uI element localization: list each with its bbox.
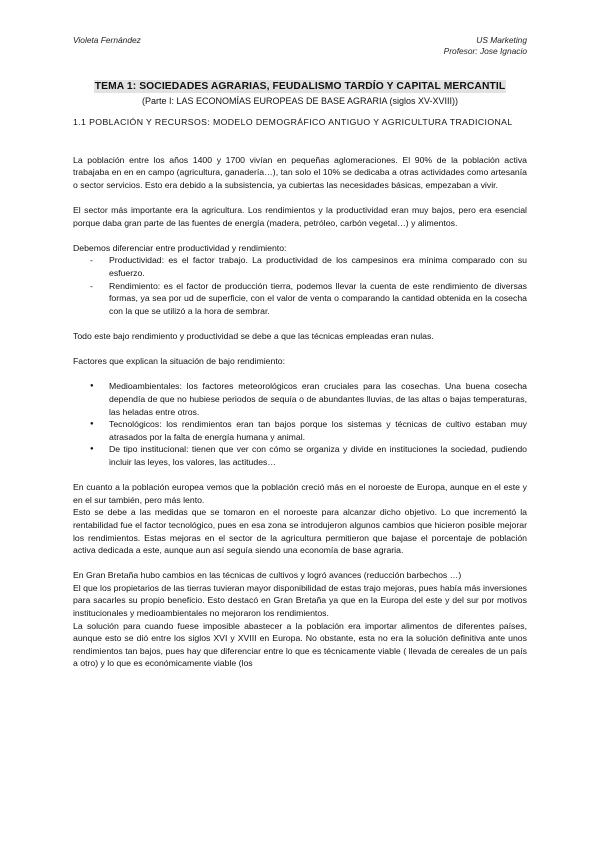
paragraph: Debemos diferenciar entre productividad y rendimiento: bbox=[73, 242, 287, 253]
document-subtitle: (Parte I: LAS ECONOMÍAS EUROPEAS DE BASE AGRARIA (siglos XV-XVIII)) bbox=[141, 96, 459, 106]
paragraph: El que los propietarios de las tierras tuvieran mayor disponibilidad de estas trajo mejoras, pues había más inversiones para sacarles su propio beneficio. Esto destacó en Gran Bretaña ya que en la Europa del este y del sur por motivos institucionales y medioambientales no mejoraron los rendimientos. bbox=[73, 582, 527, 619]
definitions-list bbox=[73, 254, 527, 317]
list-item: - Rendimiento: es el factor de producción tierra, podemos llevar la cuenta de este rendimiento de diversas formas, ya sea por ud de superficie, con el valor de venta o comparando la cantidad obtenida en la cosecha con la que se utilizó a la hora de sembrar. bbox=[90, 280, 527, 318]
list-item: ● Tecnológicos: los rendimientos eran tan bajos porque los sistemas y técnicas de cultivo estaban muy atrasados por la falta de energía humana y animal. bbox=[90, 418, 527, 443]
paragraph: En Gran Bretaña hubo cambios en las técnicas de cultivos y logró avances (reducción barbechos …) bbox=[73, 570, 462, 581]
paragraph: Esto se debe a las medidas que se tomaron en el noroeste para alcanzar dicho objetivo. Lo que incrementó la rentabilidad fue el factor tecnológico, pues en esa zona se introdujeron algunos cambios que hicieron posible mejorar los rendimientos. Estas mejoras en el sector de la agricultura permitieron que bajase el porcentaje de población activa dedicada a este, aunque aun así seguía siendo una economía de base agraria. bbox=[73, 507, 527, 556]
document-body bbox=[73, 116, 527, 670]
factors-list bbox=[73, 380, 527, 468]
paragraph: Todo este bajo rendimiento y productividad se debe a que las técnicas empleadas eran nulas. bbox=[73, 331, 434, 341]
paragraph: El sector más importante era la agricultura. Los rendimientos y la productividad eran muy bajos, pero era esencial porque daba gran parte de las fuentes de energía (madera, petróleo, carbón vegetal…) y alimentos. bbox=[73, 205, 527, 228]
header-professor: Profesor: Jose Ignacio bbox=[443, 46, 527, 56]
title-block bbox=[73, 76, 527, 107]
list-item: ● Medioambientales: los factores meteorológicos eran cruciales para las cosechas. Una buena cosecha dependía de que no hubiese periodos de sequía o de abundantes lluvias, de las altas o bajas temperaturas, las heladas entre otros. bbox=[90, 380, 527, 418]
paragraph: La solución para cuando fuese imposible abastecer a la población era importar alimentos de diferentes países, aunque esto se dió entre los siglos XVI y XVIII en Europa. No obstante, esta no era la solución definitiva ante unos rendimientos tan bajos, pues hay que diferenciar entre lo que es técnicamente viable ( llevada de cereales de un país a otro) y lo que es económicamente viable (los bbox=[73, 620, 527, 669]
document-title: TEMA 1: SOCIEDADES AGRARIAS, FEUDALISMO TARDÍO Y CAPITAL MERCANTIL bbox=[94, 81, 506, 92]
paragraph: La población entre los años 1400 y 1700 vivían en pequeñas aglomeraciones. El 90% de la población activa trabajaba en en en campo (agricultura, ganadería…), tan solo el 10% se dedicaba a otras actividades como artesanía o sector servicios. Esto era debido a la subsistencia, ya cubiertas las necesidades básicas, empezaban a vivir. bbox=[73, 154, 527, 190]
list-item: ● De tipo institucional: tienen que ver con cómo se organiza y divide en instituciones la sociedad, pudiendo incluir las leyes, los valores, las actitudes… bbox=[90, 443, 527, 468]
paragraph: En cuanto a la población europea vemos que la población creció más en el noroeste de Europa, aunque en el este y en el sur también, pero más lento. bbox=[73, 482, 527, 505]
header-course: US Marketing bbox=[476, 35, 527, 45]
paragraph: Factores que explican la situación de bajo rendimiento: bbox=[73, 356, 286, 367]
list-item: - Productividad: es el factor trabajo. La productividad de los campesinos era mínima comparado con su esfuerzo. bbox=[90, 254, 527, 279]
header-course-block bbox=[444, 35, 527, 57]
section-heading: 1.1 POBLACIÓN Y RECURSOS: MODELO DEMOGRÁFICO ANTIGUO Y AGRICULTURA TRADICIONAL bbox=[73, 117, 513, 127]
header-author: Violeta Fernández bbox=[73, 35, 141, 45]
